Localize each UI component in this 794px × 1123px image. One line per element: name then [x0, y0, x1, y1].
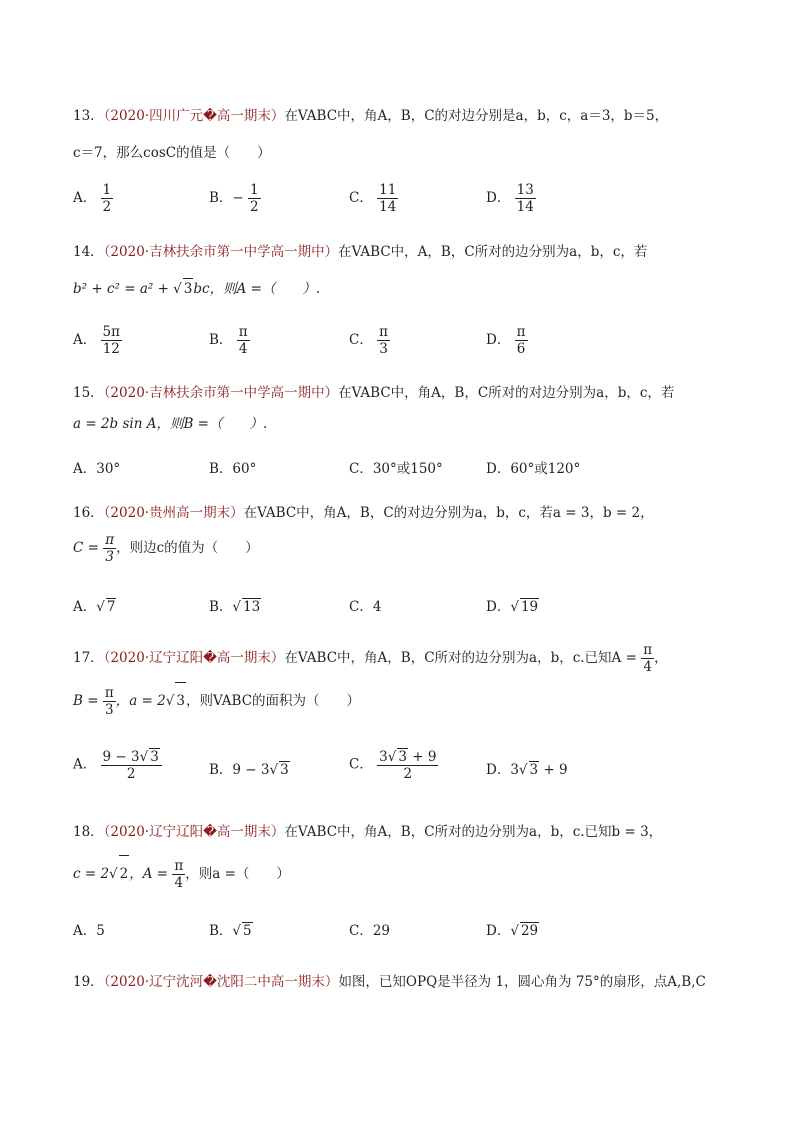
q16-source: （2020·贵州高一期末） [103, 505, 244, 521]
q17-option-a[interactable] [73, 748, 162, 782]
q13-stem-line2 [73, 143, 271, 163]
q18-option-b[interactable] [209, 919, 253, 939]
denominator: 2 [250, 199, 259, 215]
numerator: π [174, 858, 184, 874]
q17-stem-text1: 在VABC中，角A，B，C所对的边分别为a，b，c.已知A = [284, 650, 637, 666]
fraction [172, 858, 185, 891]
q16-option-a[interactable] [73, 595, 116, 615]
fraction [101, 182, 114, 215]
fraction [377, 324, 390, 357]
denominator: 2 [126, 766, 136, 782]
q13-option-d[interactable] [486, 182, 536, 215]
sqrt-radicand: 3 [398, 749, 407, 765]
option-label: C． [349, 756, 373, 773]
fraction [101, 748, 162, 782]
denominator: 14 [379, 199, 397, 215]
option-label: D． [486, 332, 511, 348]
q16-c-equals: C = [73, 540, 99, 556]
q19-stem-line1 [73, 972, 706, 992]
minus-sign: − [232, 190, 244, 206]
q16-option-c[interactable]: C．4 [349, 599, 382, 615]
fraction [248, 182, 261, 215]
q14-option-d[interactable] [486, 324, 528, 357]
q15-option-a[interactable]: A．30° [73, 461, 121, 477]
q14-stem-text1: 在VABC中，A，B，C所对的边分别为a，b，c，若 [338, 244, 648, 260]
option-label: D． [486, 190, 511, 206]
q15-stem-line1 [73, 383, 674, 403]
numerator-prefix: 3 [379, 749, 388, 765]
q18-stem-line2 [73, 855, 290, 892]
q13-number: 13． [73, 108, 104, 124]
numerator: 3√ 3 + 9 [379, 749, 437, 765]
option-label: B． [209, 762, 233, 778]
q15-number: 15． [73, 385, 104, 401]
option-label: D． [486, 599, 511, 615]
fraction [101, 324, 122, 357]
option-label: C． [349, 190, 373, 206]
numerator-suffix: + 9 [407, 749, 437, 765]
fraction [515, 324, 528, 357]
q13-option-a[interactable] [73, 182, 113, 215]
q14-number: 14． [73, 244, 104, 260]
expr-suffix: + 9 [539, 762, 568, 778]
q15-option-d[interactable]: D．60°或120° [486, 461, 581, 477]
sqrt-symbol: √ [96, 599, 105, 615]
q15-option-c[interactable]: C．30°或150° [349, 461, 443, 477]
q14-equation-left: b² + c² = a² + [73, 281, 174, 297]
option-label: A． [73, 756, 97, 773]
numerator: 13 [516, 182, 534, 198]
q17-option-d[interactable]: D．3√ 3 + 9 [486, 762, 568, 778]
q18-source: （2020·辽宁辽阳�高一期末） [103, 824, 285, 840]
option-label: B． [209, 599, 233, 615]
sqrt-radicand: 3 [183, 278, 194, 299]
option-label: A． [73, 332, 97, 348]
sqrt-symbol: √ [510, 599, 519, 615]
numerator: π [379, 324, 389, 340]
q15-option-b[interactable]: B．60° [209, 461, 257, 477]
q18-stem-text1: 在VABC中，角A，B，C所对的边分别为a，b，c.已知b = 3， [284, 824, 663, 840]
q13-option-c[interactable] [349, 182, 398, 215]
sqrt-radicand: 13 [243, 599, 261, 615]
q16-stem-text2: ，则边c的值为（ ） [116, 540, 259, 556]
q15-stem-line2 [73, 414, 267, 434]
q16-stem-text1: 在VABC中，角A，B，C的对边分别为a，b，c，若a = 3，b = 2， [243, 505, 654, 521]
numerator: 1 [102, 182, 112, 198]
q13-stem-text1: 在VABC中，角A，B，C的对边分别是a，b，c，a＝3，b＝5， [284, 108, 669, 124]
q14-stem-line2 [73, 278, 320, 299]
q15-stem-text1: 在VABC中，角A，B，C所对的对边分别为a，b，c，若 [338, 385, 675, 401]
q19-stem-text1: 如图，已知OPQ是半径为 1，圆心角为 75°的扇形，点A,B,C [338, 974, 706, 990]
sqrt-radicand: 3 [150, 749, 159, 765]
fraction [515, 182, 536, 215]
denominator: 12 [102, 341, 120, 357]
denominator: 4 [238, 341, 248, 357]
q14-stem-line1 [73, 242, 647, 262]
q16-stem-line1 [73, 503, 654, 523]
q18-option-a[interactable]: A．5 [73, 923, 105, 939]
numerator: π [238, 324, 248, 340]
denominator: 3 [379, 341, 388, 357]
q19-number: 19． [73, 974, 104, 990]
q18-a-equals: ，A = [129, 866, 169, 882]
numerator: π [643, 642, 653, 658]
sqrt-symbol: √ [109, 866, 118, 882]
denominator: 4 [643, 659, 652, 675]
q18-stem-text2: ，则a =（ ） [185, 866, 290, 882]
denominator: 3 [104, 702, 114, 718]
numerator-prefix: 9 − 3 [102, 749, 140, 765]
sqrt-symbol: √ [232, 923, 242, 939]
numerator: 1 [250, 182, 259, 198]
sqrt-radicand: 2 [119, 855, 130, 892]
q17-stem-text2: ，则VABC的面积为（ ） [185, 693, 361, 709]
denominator: 2 [403, 766, 413, 782]
q17-option-b[interactable]: B．9 − 3√ 3 [209, 762, 289, 778]
numerator: 11 [379, 182, 397, 198]
fraction [377, 182, 398, 215]
denominator: 4 [174, 875, 184, 891]
option-label: A． [73, 190, 97, 206]
q14-source: （2020·吉林扶余市第一中学高一期中） [103, 244, 339, 260]
comma: ， [654, 650, 668, 666]
q14-option-c[interactable] [349, 324, 390, 357]
numerator: π [516, 324, 526, 340]
q14-option-a[interactable] [73, 324, 122, 357]
q17-source: （2020·辽宁辽阳�高一期末） [103, 650, 285, 666]
q17-number: 17． [73, 650, 104, 666]
option-label: C． [349, 332, 373, 348]
q16-option-d[interactable] [486, 595, 539, 615]
option-label: B． [209, 190, 233, 206]
q16-stem-line2 [73, 530, 259, 566]
q19-source: （2020·辽宁沈河�沈阳二中高一期末） [103, 974, 339, 990]
sqrt-radicand: 3 [280, 762, 289, 778]
sqrt-symbol: √ [232, 599, 242, 615]
sqrt-symbol: √ [510, 923, 519, 939]
sqrt-radicand: 5 [243, 923, 252, 939]
option-label: B． [209, 332, 233, 348]
q18-c-equals: c = 2 [73, 866, 110, 882]
fraction [103, 685, 116, 718]
sqrt-radicand: 19 [520, 599, 539, 615]
denominator: 14 [516, 199, 534, 215]
denominator: 2 [102, 199, 112, 215]
option-label: A． [73, 599, 97, 615]
q13-option-b[interactable] [209, 182, 261, 215]
sqrt-symbol: √ [165, 693, 175, 709]
sqrt-radicand: 29 [520, 923, 539, 939]
q15-stem-text2: a = 2b sin A，则B =（ ）. [73, 416, 268, 432]
q14-equation-right: bc，则A =（ ）. [193, 281, 321, 297]
fraction [237, 324, 250, 357]
q17-option-c[interactable] [349, 748, 438, 782]
q13-source: （2020·四川广元�高一期末） [103, 108, 285, 124]
denominator: 3 [105, 549, 114, 565]
denominator: 6 [516, 341, 526, 357]
expr-prefix: 9 − 3 [232, 762, 270, 778]
numerator: π [105, 532, 115, 548]
fraction [377, 748, 438, 782]
q18-number: 18． [73, 824, 104, 840]
expr-prefix: 3 [510, 762, 519, 778]
q13-stem-line1 [73, 106, 668, 126]
q16-number: 16． [73, 505, 104, 521]
sqrt-symbol: √ [173, 281, 182, 297]
numerator: 5π [102, 324, 121, 340]
fraction [103, 532, 116, 565]
fraction [641, 642, 654, 675]
q17-stem-line2 [73, 682, 360, 719]
sqrt-radicand: 3 [175, 682, 186, 719]
q13-stem-text2: c＝7，那么cosC的值是（ ） [73, 145, 271, 161]
q18-option-c[interactable]: C．29 [349, 923, 391, 939]
q17-stem-line1 [73, 640, 668, 676]
q17-a-equals: ，a = 2 [115, 693, 166, 709]
q15-source: （2020·吉林扶余市第一中学高一期中） [103, 385, 339, 401]
option-label: D． [486, 762, 511, 778]
q18-stem-line1 [73, 822, 662, 842]
q16-option-b[interactable] [209, 595, 261, 615]
q18-option-d[interactable] [486, 919, 539, 939]
sqrt-radicand: 3 [529, 762, 539, 778]
option-label: D． [486, 923, 511, 939]
numerator: π [104, 685, 114, 701]
numerator: 9 − 3√ 3 [101, 748, 162, 766]
option-label: B． [209, 923, 233, 939]
sqrt-radicand: 7 [106, 599, 116, 615]
q17-b-equals: B = [73, 693, 99, 709]
q14-option-b[interactable] [209, 324, 250, 357]
